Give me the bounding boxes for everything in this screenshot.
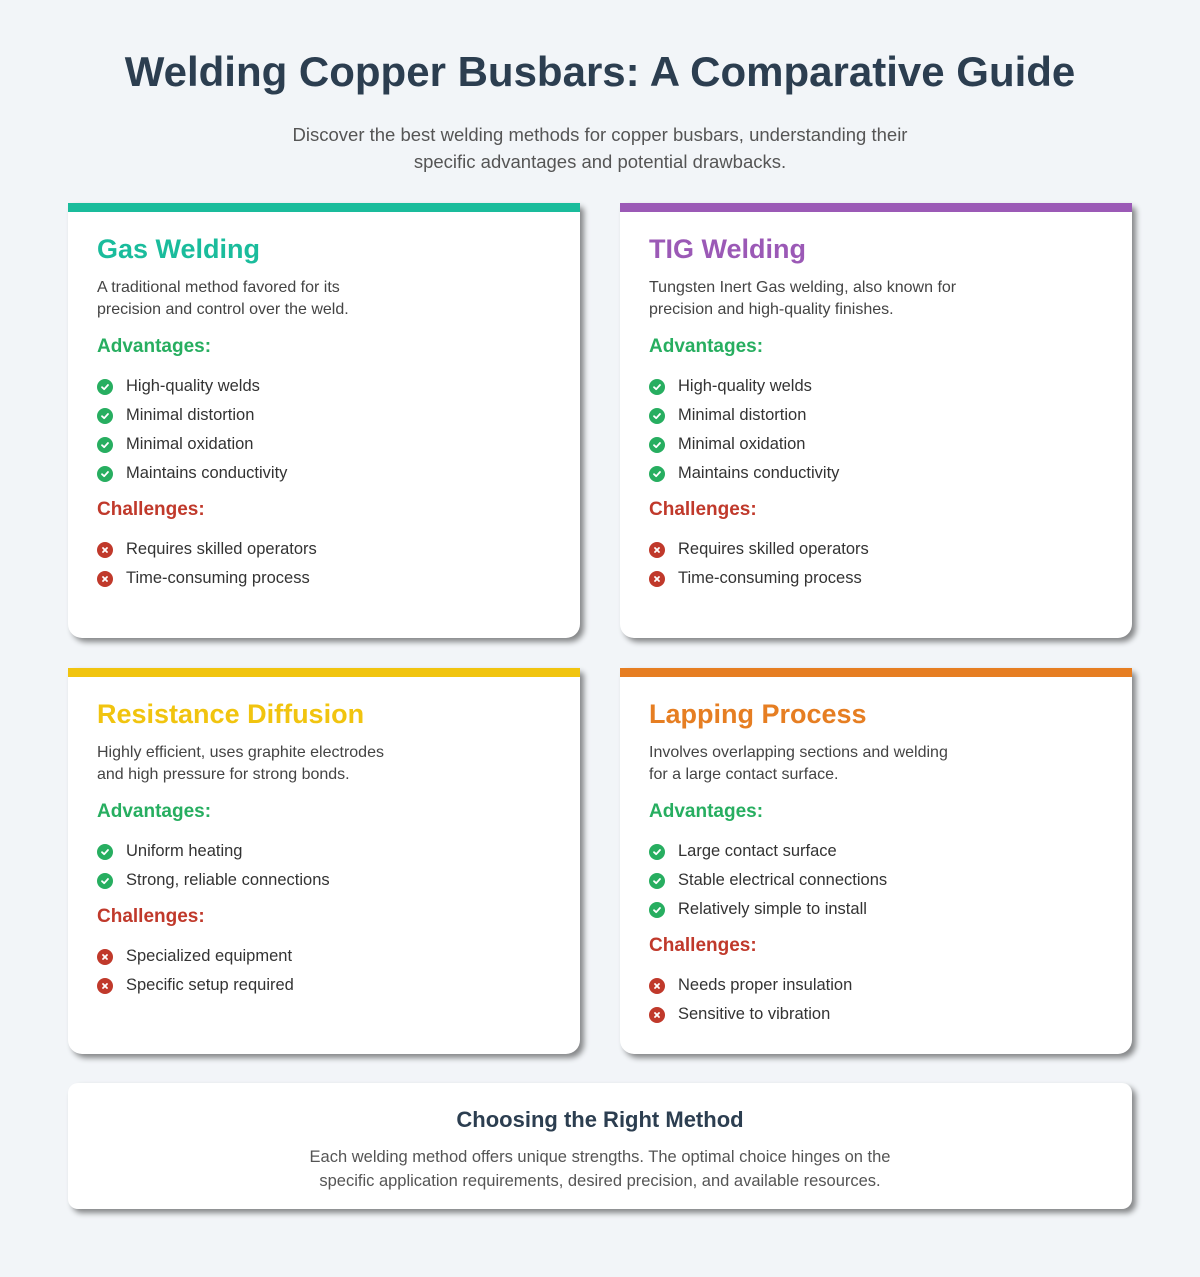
check-circle-icon bbox=[649, 466, 665, 482]
summary-box bbox=[68, 1083, 1132, 1209]
list-item-label: Requires skilled operators bbox=[126, 540, 317, 558]
list-item bbox=[97, 535, 551, 564]
page-title: Welding Copper Busbars: A Comparative Guide bbox=[124, 48, 1076, 95]
card-description: Involves overlapping sections and welding for a large contact surface. bbox=[649, 744, 948, 783]
summary-text: Each welding method offers unique strengths. The optimal choice hinges on the specific application requirements, desired precision, and available resources. bbox=[309, 1148, 891, 1190]
page-subtitle: Discover the best welding methods for copper busbars, understanding their specific advantages and potential drawbacks. bbox=[292, 124, 908, 172]
advantages-list bbox=[97, 372, 551, 488]
advantages-list bbox=[649, 372, 1103, 488]
x-circle-icon bbox=[97, 978, 113, 994]
list-item-label: Minimal oxidation bbox=[126, 435, 254, 453]
x-circle-icon bbox=[97, 571, 113, 587]
list-item-label: Specialized equipment bbox=[126, 947, 293, 965]
x-circle-icon bbox=[97, 542, 113, 558]
x-circle-icon bbox=[649, 542, 665, 558]
list-item-label: Maintains conductivity bbox=[678, 464, 840, 482]
list-item bbox=[649, 372, 1103, 401]
list-item bbox=[649, 535, 1103, 564]
list-item bbox=[649, 459, 1103, 488]
list-item bbox=[97, 866, 551, 895]
list-item bbox=[97, 971, 551, 1000]
list-item bbox=[97, 372, 551, 401]
list-item-label: Minimal distortion bbox=[678, 406, 807, 424]
list-item-label: Time-consuming process bbox=[126, 569, 310, 587]
list-item-label: High-quality welds bbox=[678, 377, 812, 395]
card-title: Resistance Diffusion bbox=[97, 699, 365, 729]
challenges-list bbox=[649, 535, 1103, 593]
challenges-heading: Challenges: bbox=[97, 499, 205, 520]
card-title: Lapping Process bbox=[649, 699, 867, 729]
list-item-label: Stable electrical connections bbox=[678, 871, 888, 889]
advantages-heading: Advantages: bbox=[97, 336, 212, 357]
list-item-label: Requires skilled operators bbox=[678, 540, 869, 558]
list-item-label: Uniform heating bbox=[126, 842, 243, 860]
x-circle-icon bbox=[97, 949, 113, 965]
challenges-heading: Challenges: bbox=[97, 906, 205, 927]
check-circle-icon bbox=[97, 408, 113, 424]
card-title: TIG Welding bbox=[649, 234, 806, 264]
check-circle-icon bbox=[97, 844, 113, 860]
card-tig-welding bbox=[620, 203, 1132, 638]
x-circle-icon bbox=[649, 571, 665, 587]
list-item-label: Needs proper insulation bbox=[678, 976, 853, 994]
list-item bbox=[649, 1000, 1103, 1029]
challenges-list bbox=[97, 535, 551, 593]
advantages-heading: Advantages: bbox=[649, 336, 764, 357]
advantages-heading: Advantages: bbox=[649, 801, 764, 822]
card-accent-bar bbox=[620, 203, 1132, 212]
list-item bbox=[649, 971, 1103, 1000]
card-lapping-process bbox=[620, 668, 1132, 1054]
list-item-label: Time-consuming process bbox=[678, 569, 862, 587]
advantages-list bbox=[649, 837, 1103, 924]
list-item bbox=[649, 866, 1103, 895]
list-item bbox=[97, 837, 551, 866]
list-item bbox=[97, 564, 551, 593]
list-item bbox=[649, 401, 1103, 430]
card-accent-bar bbox=[68, 203, 580, 212]
check-circle-icon bbox=[97, 437, 113, 453]
card-accent-bar bbox=[68, 668, 580, 677]
card-gas-welding bbox=[68, 203, 580, 638]
list-item bbox=[649, 895, 1103, 924]
card-description: Tungsten Inert Gas welding, also known for precision and high-quality finishes. bbox=[649, 279, 957, 318]
list-item bbox=[97, 942, 551, 971]
challenges-list bbox=[649, 971, 1103, 1029]
check-circle-icon bbox=[649, 437, 665, 453]
x-circle-icon bbox=[649, 1007, 665, 1023]
list-item bbox=[649, 837, 1103, 866]
card-description: Highly efficient, uses graphite electrodes and high pressure for strong bonds. bbox=[97, 744, 384, 783]
list-item-label: Strong, reliable connections bbox=[126, 871, 330, 889]
list-item bbox=[97, 459, 551, 488]
check-circle-icon bbox=[649, 844, 665, 860]
list-item-label: Specific setup required bbox=[126, 976, 294, 994]
check-circle-icon bbox=[97, 379, 113, 395]
card-accent-bar bbox=[620, 668, 1132, 677]
advantages-heading: Advantages: bbox=[97, 801, 212, 822]
list-item bbox=[649, 564, 1103, 593]
check-circle-icon bbox=[97, 466, 113, 482]
check-circle-icon bbox=[649, 873, 665, 889]
advantages-list bbox=[97, 837, 551, 895]
check-circle-icon bbox=[649, 902, 665, 918]
card-description: A traditional method favored for its precision and control over the weld. bbox=[97, 279, 349, 318]
list-item-label: Minimal oxidation bbox=[678, 435, 806, 453]
check-circle-icon bbox=[649, 408, 665, 424]
list-item-label: Large contact surface bbox=[678, 842, 837, 860]
summary-title: Choosing the Right Method bbox=[456, 1107, 744, 1132]
check-circle-icon bbox=[97, 873, 113, 889]
challenges-heading: Challenges: bbox=[649, 935, 757, 956]
list-item bbox=[649, 430, 1103, 459]
list-item-label: Sensitive to vibration bbox=[678, 1005, 831, 1023]
list-item-label: High-quality welds bbox=[126, 377, 260, 395]
list-item-label: Relatively simple to install bbox=[678, 900, 867, 918]
check-circle-icon bbox=[649, 379, 665, 395]
card-title: Gas Welding bbox=[97, 234, 261, 264]
challenges-heading: Challenges: bbox=[649, 499, 757, 520]
challenges-list bbox=[97, 942, 551, 1000]
list-item bbox=[97, 401, 551, 430]
list-item-label: Minimal distortion bbox=[126, 406, 255, 424]
list-item-label: Maintains conductivity bbox=[126, 464, 288, 482]
card-resistance-diffusion bbox=[68, 668, 580, 1054]
list-item bbox=[97, 430, 551, 459]
x-circle-icon bbox=[649, 978, 665, 994]
